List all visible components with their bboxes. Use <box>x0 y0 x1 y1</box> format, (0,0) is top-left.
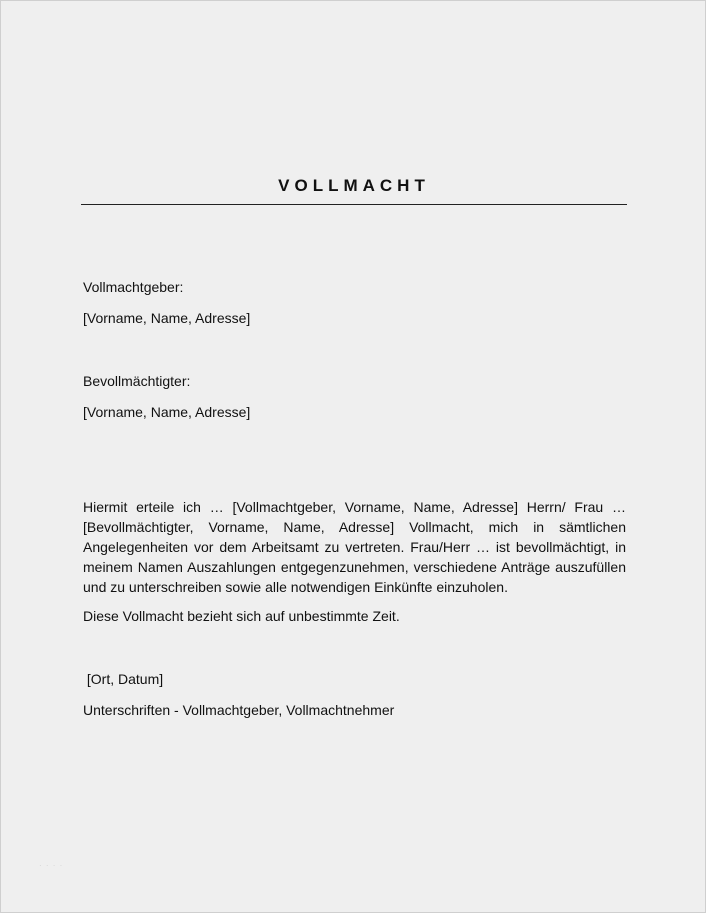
signatures-line: Unterschriften - Vollmachtgeber, Vollmachtnehmer <box>83 702 395 718</box>
place-date-field: [Ort, Datum] <box>83 671 164 687</box>
document-title: VOLLMACHT <box>278 176 430 195</box>
title-underline <box>81 204 627 205</box>
authorization-paragraph: Hiermit erteile ich … [Vollmachtgeber, Vorname, Name, Adresse] Herrn/ Frau … [Bevollmächtigter, Vorname, Name, Adresse] Vollmacht, mich in sämtlichen Angelegenheiten vor dem Arbeitsamt zu vertreten. Frau/Herr … ist bevollmächtigt, in meinem Namen Auszahlungen entgegenzunehmen, verschiedene Anträge auszufüllen und zu unterschreiben sowie alle notwendigen Einkünfte einzuholen. <box>83 499 626 595</box>
duration-statement: Diese Vollmacht bezieht sich auf unbestimmte Zeit. <box>83 608 400 624</box>
faint-watermark-mark: · · · · <box>39 861 64 870</box>
principal-placeholder: [Vorname, Name, Adresse] <box>83 310 251 326</box>
principal-label: Vollmachtgeber: <box>83 279 184 295</box>
agent-label: Bevollmächtigter: <box>83 373 191 389</box>
agent-placeholder: [Vorname, Name, Adresse] <box>83 404 251 420</box>
